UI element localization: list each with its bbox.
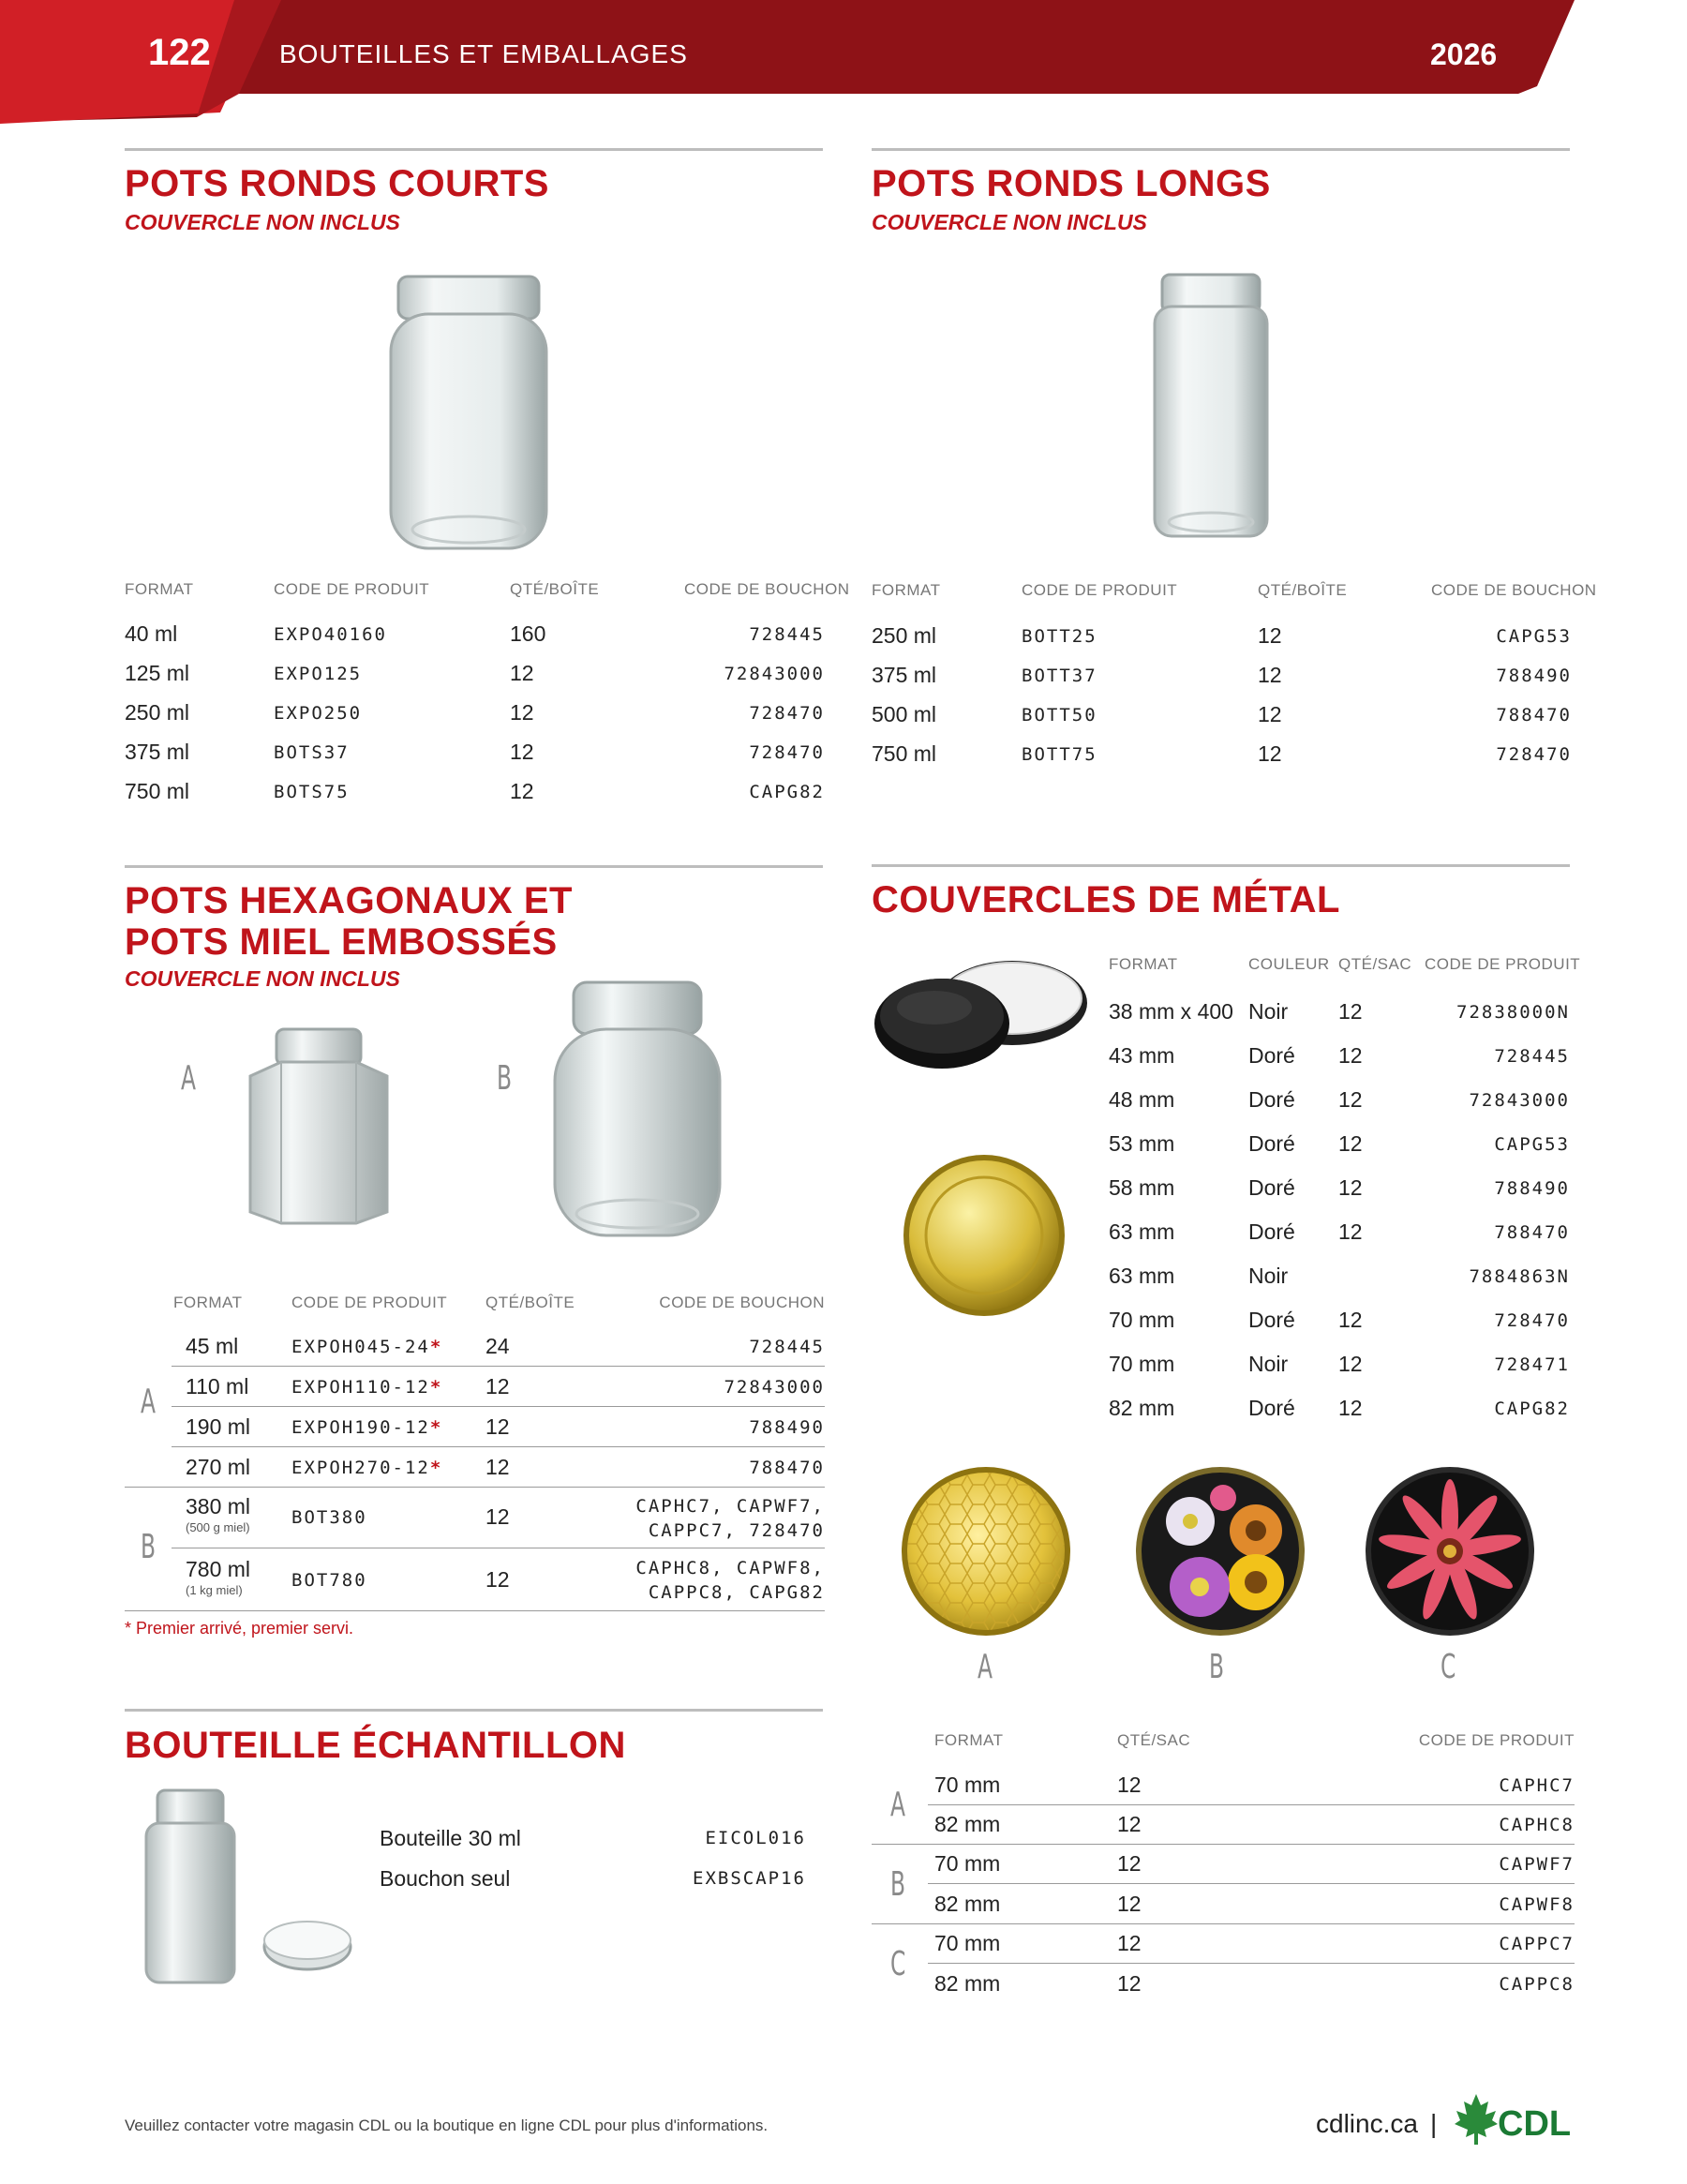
short-jar-image [380,267,558,567]
qty-cell: 12 [485,1374,510,1399]
format-cell: 48 mm [1109,1087,1175,1112]
format-cell: 500 ml [872,702,937,726]
row-divider [928,1883,1575,1884]
column-header-format: FORMAT [934,1731,1004,1749]
tall-jar-image [1145,267,1276,548]
cap-code-line1: CAPHC7, CAPWF7, [635,1496,825,1517]
product-code-cell: 7884863N [1469,1266,1570,1287]
color-cell: Doré [1248,1175,1295,1200]
format-cell: 40 ml [125,621,178,646]
product-code-cell [291,1337,442,1357]
color-cell: Noir [1248,1352,1289,1376]
qty-cell: 12 [1338,1043,1363,1068]
format-cell: 750 ml [125,779,190,803]
cap-code-cell: 728470 [749,703,825,724]
column-header-format: FORMAT [125,580,194,598]
section-subtitle: COUVERCLE NON INCLUS [125,966,400,991]
sample-item-code: EICOL016 [705,1828,806,1848]
qty-cell: 12 [485,1504,510,1529]
column-header-code: CODE DE PRODUIT [291,1294,448,1311]
column-header-qty: QTÉ/BOÎTE [1258,581,1348,599]
color-cell: Doré [1248,1308,1295,1332]
page-header [0,0,1687,127]
format-cell: 70 mm [934,1773,1001,1797]
format-cell: 70 mm [934,1931,1001,1955]
format-cell: 82 mm [1109,1396,1175,1420]
product-code-cell: CAPG82 [1494,1399,1570,1419]
row-divider [172,1446,825,1447]
black-metal-lids-image [867,956,1097,1078]
format-cell: 82 mm [934,1892,1001,1916]
format-cell: 270 ml [186,1455,251,1479]
product-code-cell: CAPWF7 [1499,1854,1575,1875]
qty-cell: 12 [1258,702,1282,726]
cap-code-cell: 788490 [1496,666,1572,686]
qty-cell: 12 [1338,1396,1363,1420]
format-note: (500 g miel) [186,1520,250,1534]
lid-label-b: B [1209,1648,1225,1686]
qty-cell: 12 [1338,999,1363,1024]
qty-cell: 12 [1117,1851,1142,1876]
product-code-cell: EXPO250 [274,703,363,724]
group-label-c: C [890,1945,906,1983]
column-header-code: CODE DE PRODUIT [1418,1731,1575,1749]
qty-cell: 12 [1117,1971,1142,1996]
product-code-cell: 788490 [1494,1178,1570,1199]
image-label-b: B [497,1059,513,1098]
cap-code-cell: 788490 [749,1417,825,1438]
embossed-honey-jar-image [544,975,731,1242]
footer-separator: | [1430,2109,1438,2138]
product-code-cell: CAPHC8 [1499,1815,1575,1835]
sample-item-code: EXBSCAP16 [693,1868,806,1889]
color-cell: Doré [1248,1396,1295,1420]
qty-cell: 12 [1258,741,1282,766]
section-title: POTS RONDS COURTS [125,163,549,204]
cap-code-cell: 728445 [749,624,825,645]
product-code: EXPOH110-12 [291,1377,430,1398]
column-header-qty: QTÉ/SAC [1117,1731,1191,1749]
header-section-title: BOUTEILLES ET EMBALLAGES [279,39,688,68]
floral-lid-image [1134,1465,1307,1638]
asterisk: * [429,1417,443,1438]
format-cell: 780 ml [186,1557,251,1581]
cap-code-cell: 728445 [749,1337,825,1357]
column-header-format: FORMAT [872,581,941,599]
row-divider [172,1406,825,1407]
qty-cell: 12 [485,1414,510,1439]
maple-leaf-icon [1453,2092,1500,2147]
format-cell: 82 mm [934,1812,1001,1836]
column-header-qty: QTÉ/BOÎTE [485,1294,575,1311]
column-header-cap: CODE DE BOUCHON [684,580,850,598]
product-code: EXPOH270-12 [291,1458,430,1478]
format-cell: 53 mm [1109,1131,1175,1156]
qty-cell: 12 [1117,1773,1142,1797]
product-code-cell: BOTS37 [274,742,350,763]
group-label-b: B [890,1865,906,1904]
product-code-cell: CAPWF8 [1499,1894,1575,1915]
gold-metal-lid-image [900,1151,1068,1320]
format-cell: 110 ml [186,1374,249,1399]
format-note: (1 kg miel) [186,1583,243,1597]
pink-flower-lid-image [1364,1465,1537,1638]
product-code-cell: BOTT75 [1022,744,1097,765]
qty-cell: 12 [1258,623,1282,648]
section-title: POTS RONDS LONGS [872,163,1271,204]
format-cell: 190 ml [186,1414,251,1439]
qty-cell: 12 [1117,1931,1142,1955]
cap-code-line2: CAPPC7, 728470 [648,1520,825,1541]
page-number: 122 [148,32,211,73]
cap-code-cell: 72843000 [724,1377,825,1398]
header-year: 2026 [1430,37,1498,71]
qty-cell: 12 [510,661,534,685]
qty-cell: 24 [485,1334,510,1358]
format-cell: 82 mm [934,1971,1001,1996]
cap-code-cell: CAPG53 [1496,626,1572,647]
column-header-qty: QTÉ/SAC [1338,955,1412,973]
cap-code-cell: 72843000 [724,664,825,684]
color-cell: Noir [1248,1264,1289,1288]
row-divider [928,1963,1575,1964]
footer-note: Veuillez contacter votre magasin CDL ou la boutique en ligne CDL pour plus d'informations. [125,2117,769,2134]
group-label-a: A [890,1786,906,1824]
section-title: COUVERCLES DE MÉTAL [872,879,1340,920]
cdl-logo: CDL [1498,2104,1572,2144]
footer-website-link[interactable]: cdlinc.ca [1316,2109,1418,2138]
product-code-cell: 72843000 [1469,1090,1570,1111]
qty-cell: 12 [1338,1131,1363,1156]
qty-cell: 12 [1117,1812,1142,1836]
format-cell: 63 mm [1109,1219,1175,1244]
column-header-code: CODE DE PRODUIT [274,580,430,598]
cap-code-cell: 728470 [749,742,825,763]
qty-cell: 12 [1338,1087,1363,1112]
color-cell: Doré [1248,1219,1295,1244]
format-cell: 750 ml [872,741,937,766]
group-divider [872,1844,1575,1845]
format-cell: 70 mm [1109,1352,1175,1376]
product-code-cell: BOTT50 [1022,705,1097,726]
cap-code-cell: 788470 [749,1458,825,1478]
product-code-cell: CAPPC7 [1499,1934,1575,1954]
column-header-format: FORMAT [173,1294,243,1311]
cap-code-line1: CAPHC8, CAPWF8, [635,1558,825,1578]
group-label-a: A [141,1383,157,1421]
color-cell: Doré [1248,1043,1295,1068]
section-title-line2: POTS MIEL EMBOSSÉS [125,921,558,963]
cap-code-line2: CAPPC8, CAPG82 [648,1582,825,1603]
column-header-cap: CODE DE BOUCHON [1431,581,1597,599]
section-title-line1: POTS HEXAGONAUX ET [125,880,573,921]
section-rule [125,1709,823,1712]
product-code-cell: 728445 [1494,1046,1570,1067]
section-rule [872,148,1570,151]
qty-cell: 12 [510,779,534,803]
format-cell: 250 ml [872,623,937,648]
product-code-cell: BOT780 [291,1570,367,1591]
product-code-cell: BOT380 [291,1507,367,1528]
section-title: BOUTEILLE ÉCHANTILLON [125,1725,626,1766]
product-code-cell: EXPO125 [274,664,363,684]
format-cell: 38 mm x 400 [1109,999,1233,1024]
format-cell: 380 ml [186,1494,251,1518]
section-rule [125,865,823,868]
lid-label-c: C [1441,1648,1456,1686]
qty-cell: 12 [1338,1352,1363,1376]
qty-cell: 12 [1338,1219,1363,1244]
format-cell: 375 ml [872,663,937,687]
cap-code-cell: CAPG82 [749,782,825,802]
format-cell: 58 mm [1109,1175,1175,1200]
color-cell: Doré [1248,1087,1295,1112]
group-label-b: B [141,1528,157,1566]
row-divider [172,1366,825,1367]
group-divider [125,1610,825,1611]
image-label-a: A [181,1059,197,1098]
format-cell: 63 mm [1109,1264,1175,1288]
row-divider [928,1804,1575,1805]
product-code-cell: 72838000N [1456,1002,1570,1023]
product-code-cell [291,1377,442,1398]
product-code-cell: BOTS75 [274,782,350,802]
column-header-code: CODE DE PRODUIT [1425,955,1581,973]
color-cell: Doré [1248,1131,1295,1156]
asterisk: * [429,1458,443,1478]
cap-code-cell: 788470 [1496,705,1572,726]
section-rule [125,148,823,151]
product-code-cell: CAPPC8 [1499,1974,1575,1995]
qty-cell: 12 [1338,1308,1363,1332]
color-cell: Noir [1248,999,1289,1024]
format-cell: 250 ml [125,700,190,725]
product-code-cell: BOTT37 [1022,666,1097,686]
column-header-format: FORMAT [1109,955,1178,973]
section-subtitle: COUVERCLE NON INCLUS [872,210,1147,234]
cap-code-cell: 728470 [1496,744,1572,765]
qty-cell: 12 [1338,1175,1363,1200]
product-code-cell: EXPO40160 [274,624,387,645]
section-subtitle: COUVERCLE NON INCLUS [125,210,400,234]
format-cell: 70 mm [934,1851,1001,1876]
sample-item-label: Bouteille 30 ml [380,1826,521,1850]
footnote: * Premier arrivé, premier servi. [125,1619,354,1638]
format-cell: 70 mm [1109,1308,1175,1332]
format-cell: 125 ml [125,661,190,685]
product-code: EXPOH190-12 [291,1417,430,1438]
qty-cell: 12 [485,1567,510,1592]
section-rule [872,864,1570,867]
qty-cell: 12 [485,1455,510,1479]
qty-cell: 160 [510,621,546,646]
qty-cell: 12 [510,700,534,725]
asterisk: * [429,1377,443,1398]
product-code-cell [291,1458,442,1478]
column-header-cap: CODE DE BOUCHON [659,1294,825,1311]
format-cell: 375 ml [125,740,190,764]
group-divider [125,1487,825,1488]
product-code-cell: CAPG53 [1494,1134,1570,1155]
lid-label-a: A [978,1648,993,1686]
qty-cell: 12 [1117,1892,1142,1916]
sample-item-label: Bouchon seul [380,1866,511,1891]
product-code: EXPOH045-24 [291,1337,430,1357]
sample-bottle-image [139,1786,354,1997]
product-code-cell: CAPHC7 [1499,1775,1575,1796]
qty-cell: 12 [1258,663,1282,687]
column-header-qty: QTÉ/BOÎTE [510,580,600,598]
format-cell: 45 ml [186,1334,239,1358]
column-header-color: COULEUR [1248,955,1330,973]
format-cell: 43 mm [1109,1043,1175,1068]
column-header-code: CODE DE PRODUIT [1022,581,1178,599]
product-code-cell [291,1417,442,1438]
asterisk: * [429,1337,443,1357]
honeycomb-lid-image [900,1465,1073,1638]
product-code-cell: 728471 [1494,1354,1570,1375]
product-code-cell: BOTT25 [1022,626,1097,647]
product-code-cell: 788470 [1494,1222,1570,1243]
product-code-cell: 728470 [1494,1310,1570,1331]
hexagonal-jar-image [239,1025,398,1226]
qty-cell: 12 [510,740,534,764]
group-divider [872,1923,1575,1924]
